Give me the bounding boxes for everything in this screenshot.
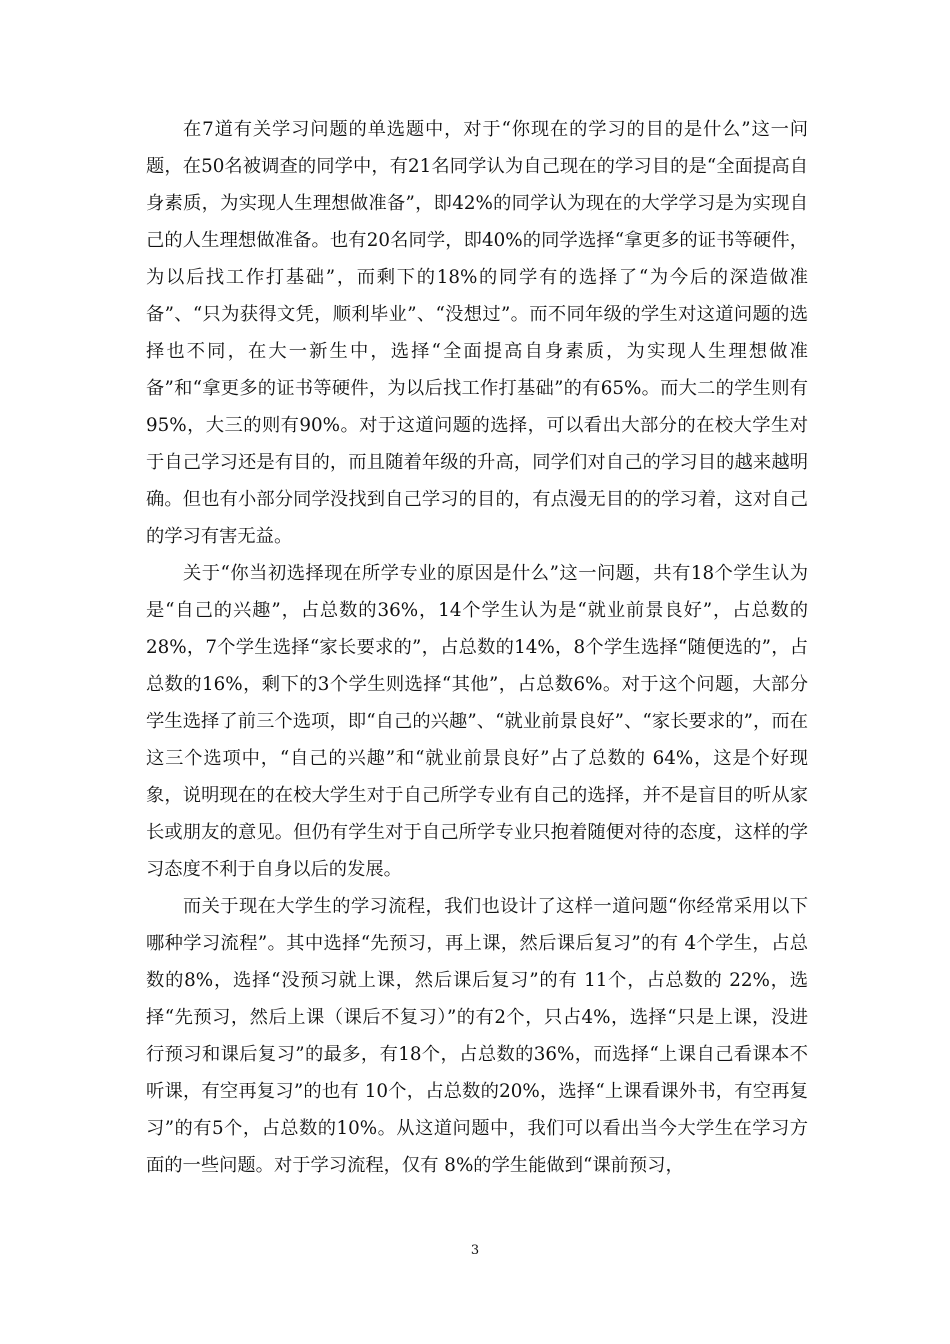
page-number: 3 xyxy=(470,1243,480,1258)
paragraph-major-choice: 关于“你当初选择现在所学专业的原因是什么”这一问题，共有18个学生认为是“自己的兴趣”，占总数的36%，14个学生认为是“就业前景良好”，占总数的28%，7个学生选择“家长要求的”，占总数的14%，8个学生选择“随便选的”，占总数的16%，剩下的3个学生则选择“其他”，占总数6%。对于这个问题，大部分学生选择了前三个选项，即“自己的兴趣”、“就业前景良好”、“家长要求的”，而在这三个选项中，“自己的兴趣”和“就业前景良好”占了总数的 64%，这是个好现象，说明现在的在校大学生对于自己所学专业有自己的选择，并不是盲目的听从家长或朋友的意见。但仍有学生对于自己所学专业只抱着随便对待的态度，这样的学习态度不利于自身以后的发展。 xyxy=(146,563,808,880)
paragraph-study-process: 而关于现在大学生的学习流程，我们也设计了这样一道问题“你经常采用以下哪种学习流程”。其中选择“先预习，再上课，然后课后复习”的有 4个学生，占总数的8%，选择“没预习就上课，然后课后复习”的有 11个，占总数的 22%，选择“先预习，然后上课（课后不复习）”的有2个，只占4%，选择“只是上课，没进行预习和课后复习”的最多，有18个，占总数的36%，而选择“上课自己看课本不听课，有空再复习”的也有 10个，占总数的20%，选择“上课看课外书，有空再复习”的有5个，占总数的10%。从这道问题中，我们可以看出当今大学生在学习方面的一些问题。对于学习流程，仅有 8%的学生能做到“课前预习， xyxy=(146,896,808,1176)
body-text xyxy=(146,111,808,1184)
paragraph-study-purpose: 在7道有关学习问题的单选题中，对于“你现在的学习的目的是什么”这一问题，在50名被调查的同学中，有21名同学认为自己现在的学习目的是“全面提高自身素质，为实现人生理想做准备”，即42%的同学认为现在的大学学习是为实现自己的人生理想做准备。也有20名同学，即40%的同学选择“拿更多的证书等硬件，为以后找工作打基础”，而剩下的18%的同学有的选择了“为今后的深造做准备”、“只为获得文凭，顺利毕业”、“没想过”。而不同年级的学生对这道问题的选择也不同，在大一新生中，选择“全面提高自身素质，为实现人生理想做准备”和“拿更多的证书等硬件，为以后找工作打基础”的有65%。而大二的学生则有95%，大三的则有90%。对于这道问题的选择，可以看出大部分的在校大学生对于自己学习还是有目的，而且随着年级的升高，同学们对自己的学习目的越来越明确。但也有小部分同学没找到自己学习的目的，有点漫无目的的学习着，这对自己的学习有害无益。 xyxy=(146,119,808,547)
